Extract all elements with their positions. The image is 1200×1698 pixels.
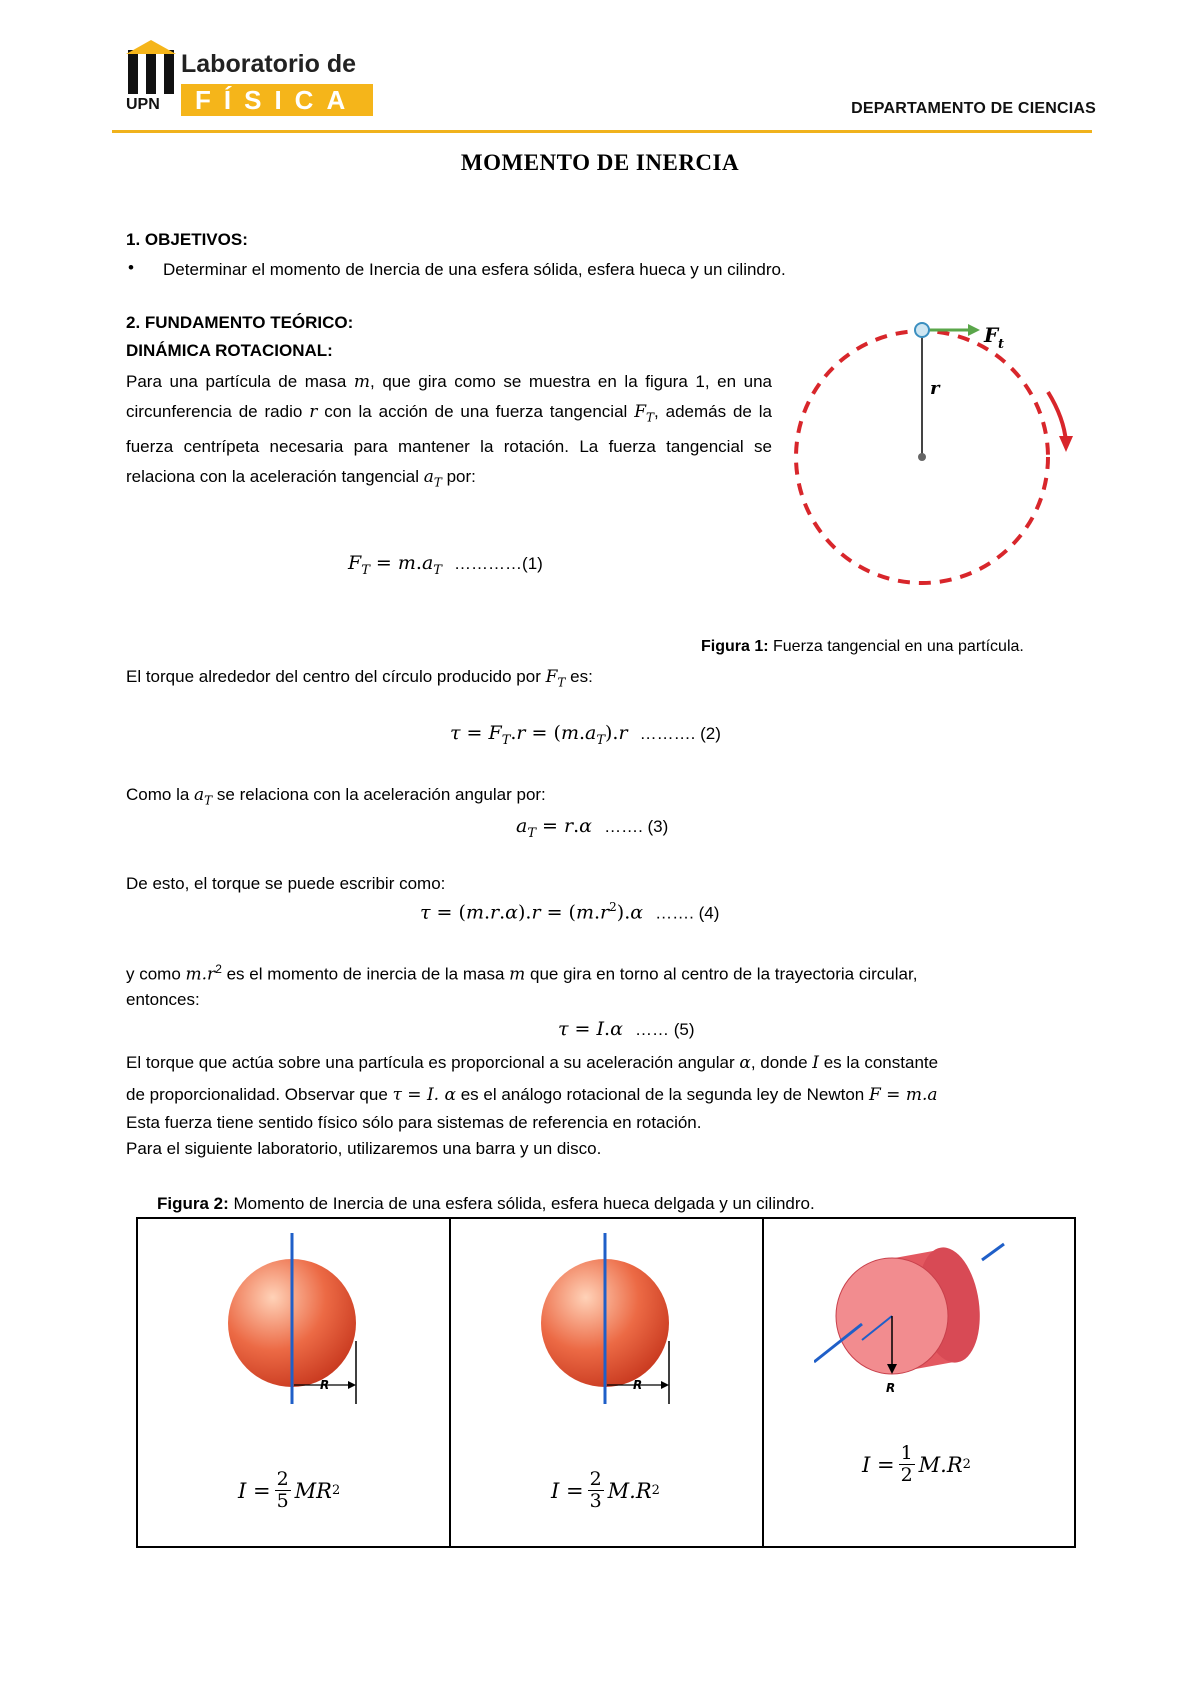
formula-cylinder: I = $\frac{1}{2}$ M.R 2 <box>862 1442 971 1486</box>
equation-1: $F_T = m.a_T$ …………(1) <box>348 552 543 578</box>
line-laboratory: Para el siguiente laboratorio, utilizaremos una barra y un disco. <box>126 1139 602 1158</box>
label-R: R <box>886 1381 896 1395</box>
cell-hollow-sphere <box>451 1219 764 1546</box>
section1-heading: 1. OBJETIVOS: <box>126 230 248 249</box>
figure2-table <box>136 1217 1076 1548</box>
como-text: Como la $a_T$ se relaciona con la aceleración angular por: <box>126 785 546 808</box>
logo-fisica-text: FÍSICA <box>181 84 373 116</box>
rotation-arrow <box>1048 392 1066 442</box>
paragraph-1: Para una partícula de masa m, que gira como se muestra en la figura 1, en una circunferencia de radio r con la acción de una fuerza tangencial $F_T$, además de la fuerza centrípeta necesaria para mantener la rotación. La fuerza tangencial se relaciona con la aceleración tangencial $a_T$ por: <box>126 372 773 490</box>
rotation-axis-back <box>982 1244 1004 1260</box>
entonces-text: entonces: <box>126 990 200 1009</box>
label-Ft-sub: t <box>998 337 1005 352</box>
solid-sphere-figure <box>208 1229 378 1409</box>
force-arrow-head <box>968 324 980 336</box>
center-point <box>918 453 926 461</box>
logo <box>126 40 376 120</box>
line-proportional: El torque que actúa sobre una partícula es proporcional a su aceleración angular α, donde I es la constante <box>126 1053 939 1073</box>
logo-lab-text: Laboratorio de <box>181 50 357 78</box>
radius-dim-arrow <box>348 1381 356 1389</box>
formula-hollow-sphere: I = $\frac{2}{3}$ M.R 2 <box>551 1468 660 1512</box>
particle <box>915 323 929 337</box>
desto-text: De esto, el torque se puede escribir como: <box>126 874 446 893</box>
equation-2: $\tau = F_T.r = (m.a_T).r$ ………. (2) <box>450 722 721 748</box>
line-reference: Esta fuerza tiene sentido físico sólo para sistemas de referencia en rotación. <box>126 1113 702 1132</box>
cell-solid-sphere <box>138 1219 451 1546</box>
torque-text: El torque alrededor del centro del círculo producido por $F_T$ es: <box>126 667 593 690</box>
formula-solid-sphere: I = $\frac{2}{5}$ MR 2 <box>238 1468 341 1512</box>
rotation-arrow-head <box>1059 436 1073 452</box>
equation-3: $a_T = r.\alpha$ ……. (3) <box>516 815 669 841</box>
section2-subheading: DINÁMICA ROTACIONAL: <box>126 341 333 360</box>
department-label: DEPARTAMENTO DE CIENCIAS <box>851 100 1096 117</box>
bullet-dot: • <box>128 258 134 277</box>
equation-5: τ = I.α …… (5) <box>558 1018 695 1040</box>
line-newton: de proporcionalidad. Observar que τ = I. α es el análogo rotacional de la segunda ley de Newton F = m.a <box>126 1085 938 1105</box>
cell-cylinder <box>764 1219 1074 1546</box>
label-R: R <box>320 1378 330 1392</box>
upn-logo-icon <box>126 40 180 96</box>
objective-text: Determinar el momento de Inercia de una esfera sólida, esfera hueca y un cilindro. <box>163 260 786 279</box>
radius-dim-arrow <box>661 1381 669 1389</box>
page-title: MOMENTO DE INERCIA <box>460 150 740 175</box>
section2-heading: 2. FUNDAMENTO TEÓRICO: <box>126 313 354 332</box>
figure1-diagram <box>782 318 1082 596</box>
cylinder-figure <box>814 1234 1014 1414</box>
equation-4: $\tau = (m.r.\alpha).r = (m.r^2).\alpha$ ……. (4) <box>420 900 720 924</box>
logo-upn-text: UPN <box>126 96 160 113</box>
label-r: r <box>930 378 940 399</box>
label-Ft: F <box>984 323 999 347</box>
hollow-sphere-figure <box>521 1229 691 1409</box>
figure1-caption: Figura 1: Fuerza tangencial en una partícula. <box>701 638 1024 655</box>
label-R: R <box>633 1378 643 1392</box>
ycomo-text: y como $m.r^2$ es el momento de inercia de la masa m que gira en torno al centro de la trayectoria circular, <box>126 962 918 985</box>
figure2-caption: Figura 2: Momento de Inercia de una esfera sólida, esfera hueca delgada y un cilindro. <box>157 1194 815 1213</box>
header-divider <box>112 130 1092 133</box>
